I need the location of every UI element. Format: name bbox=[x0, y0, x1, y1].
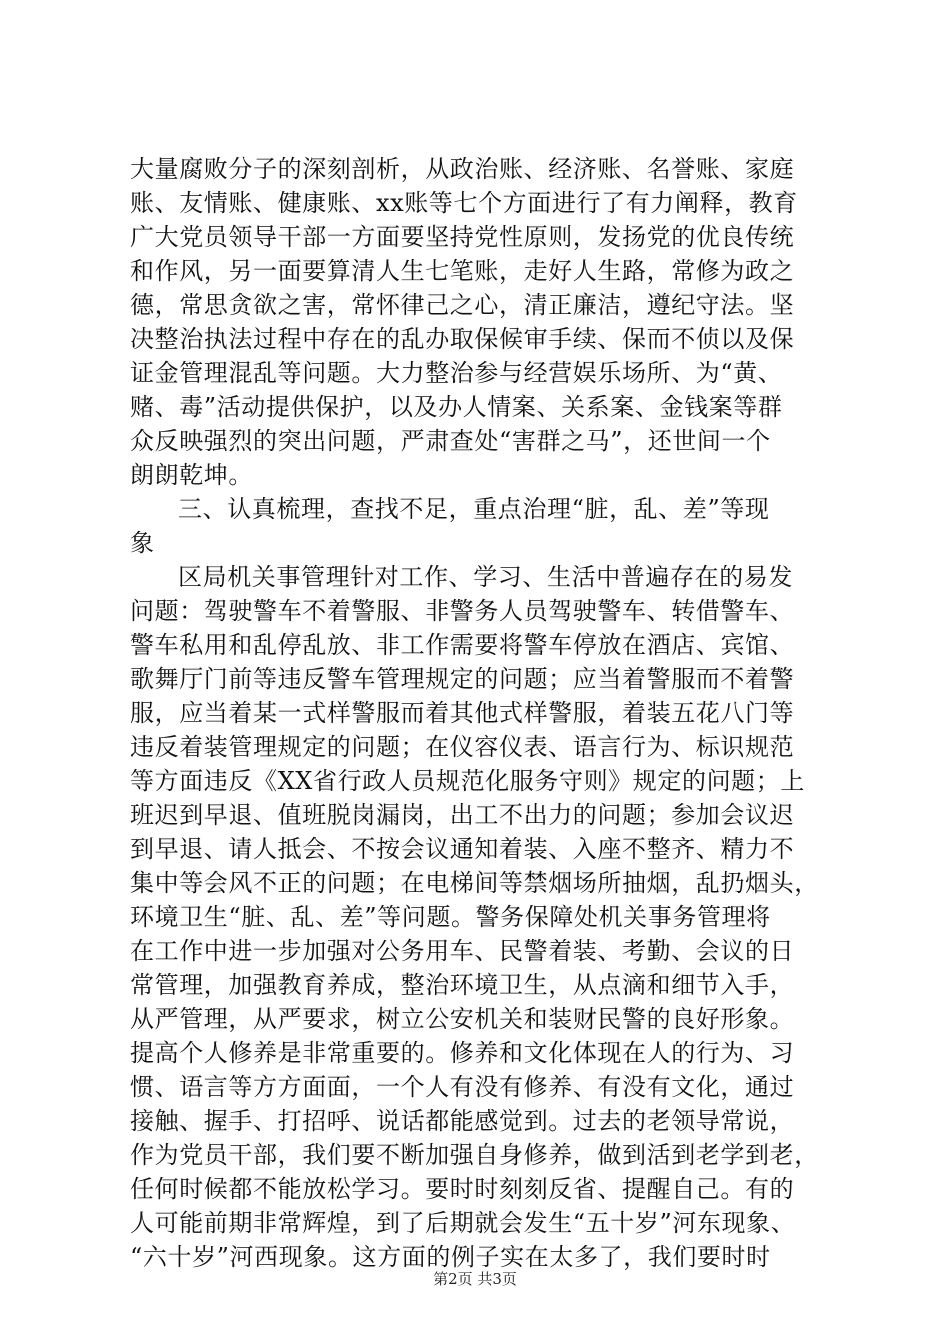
body-text bbox=[130, 152, 830, 1274]
text-line: 朗朗乾坤。 bbox=[130, 461, 253, 489]
text-line: 环境卫生“脏、乱、差”等问题。警务保障处机关事务管理将 bbox=[130, 903, 771, 931]
text-line: 在工作中进一步加强对公务用车、民警着装、考勤、会议的日 bbox=[130, 937, 795, 965]
page-number-footer: 第2页 共3页 bbox=[433, 1270, 517, 1288]
text-line: 区局机关事管理针对工作、学习、生活中普遍存在的易发 bbox=[178, 563, 793, 591]
text-line: 任何时候都不能放松学习。要时时刻刻反省、提醒自己。有的 bbox=[130, 1175, 795, 1203]
text-line: 和作风，另一面要算清人生七笔账，走好人生路，常修为政之 bbox=[130, 257, 795, 285]
text-line: 账、友情账、健康账、xx账等七个方面进行了有力阐释，教育 bbox=[130, 189, 798, 217]
text-line: 歌舞厅门前等违反警车管理规定的问题；应当着警服而不着警 bbox=[130, 665, 795, 693]
text-line: 从严管理，从严要求，树立公安机关和装财民警的良好形象。 bbox=[130, 1005, 795, 1033]
text-line: 大量腐败分子的深刻剖析，从政治账、经济账、名誉账、家庭 bbox=[130, 155, 795, 183]
text-line: 服，应当着某一式样警服而着其他式样警服，着装五花八门等 bbox=[130, 699, 795, 727]
text-line: 警车私用和乱停乱放、非工作需要将警车停放在酒店、宾馆、 bbox=[130, 631, 795, 659]
text-line: 德，常思贪欲之害，常怀律己之心，清正廉洁，遵纪守法。坚 bbox=[130, 291, 795, 319]
text-line: “六十岁”河西现象。这方面的例子实在太多了，我们要时时 bbox=[130, 1243, 771, 1271]
text-line: 众反映强烈的突出问题，严肃查处“害群之马”，还世间一个 bbox=[130, 427, 771, 455]
section-heading-continuation: 象 bbox=[130, 529, 155, 557]
text-line: 常管理，加强教育养成，整治环境卫生，从点滴和细节入手， bbox=[130, 971, 795, 999]
text-line: 提高个人修养是非常重要的。修养和文化体现在人的行为、习 bbox=[130, 1039, 795, 1067]
text-line: 惯、语言等方方面面，一个人有没有修养、有没有文化，通过 bbox=[130, 1073, 795, 1101]
text-line: 集中等会风不正的问题；在电梯间等禁烟场所抽烟，乱扔烟头， bbox=[130, 869, 819, 897]
text-line: 赌、毒”活动提供保护，以及办人情案、关系案、金钱案等群 bbox=[130, 393, 783, 421]
text-line: 决整治执法过程中存在的乱办取保候审手续、保而不侦以及保 bbox=[130, 325, 795, 353]
text-line: 违反着装管理规定的问题；在仪容仪表、语言行为、标识规范 bbox=[130, 733, 795, 761]
text-line: 等方面违反《XX省行政人员规范化服务守则》规定的问题；上 bbox=[130, 767, 805, 795]
text-line: 问题：驾驶警车不着警服、非警务人员驾驶警车、转借警车、 bbox=[130, 597, 795, 625]
text-line: 班迟到早退、值班脱岗漏岗，出工不出力的问题；参加会议迟 bbox=[130, 801, 795, 829]
text-line: 广大党员领导干部一方面要坚持党性原则，发扬党的优良传统 bbox=[130, 223, 795, 251]
section-heading: 三、认真梳理，查找不足，重点治理“脏，乱、差”等现 bbox=[178, 495, 770, 523]
text-line: 接触、握手、打招呼、说话都能感觉到。过去的老领导常说， bbox=[130, 1107, 795, 1135]
text-line: 人可能前期非常辉煌，到了后期就会发生“五十岁”河东现象、 bbox=[130, 1209, 796, 1237]
text-line: 证金管理混乱等问题。大力整治参与经营娱乐场所、为“黄、 bbox=[130, 359, 783, 387]
text-line: 到早退、请人抵会、不按会议通知着装、入座不整齐、精力不 bbox=[130, 835, 795, 863]
text-line: 作为党员干部，我们要不断加强自身修养，做到活到老学到老， bbox=[130, 1141, 819, 1169]
